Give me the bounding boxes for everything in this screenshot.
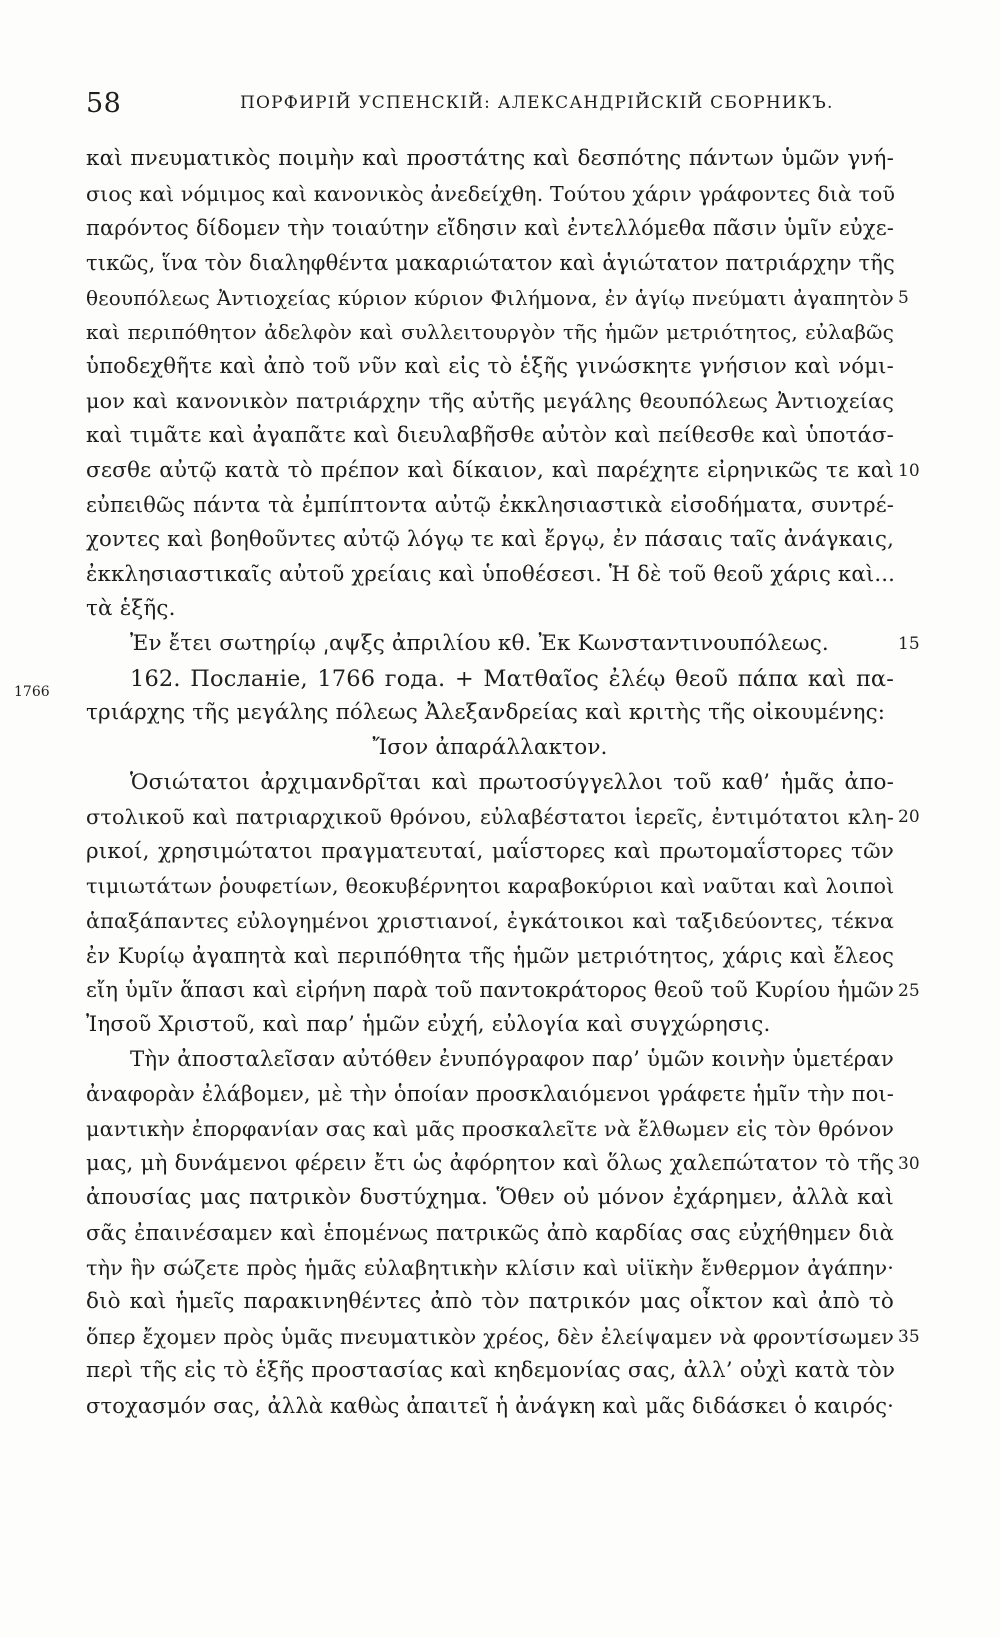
text-line: ἁπαξάπαντες εὐλογημένοι χριστιανοί, ἐγκάτοικοι καὶ ταξιδεύοντες, τέκνα [86,909,894,934]
text-line: εὐπειθῶς πάντα τὰ ἐμπίπτοντα αὐτῷ ἐκκλησιαστικὰ εἰσοδήματα, συντρέ- [86,493,894,518]
text-line: τὴν ἣν σώζετε πρὸς ἡμᾶς εὐλαβητικὴν κλίσιν καὶ υἱϊκὴν ἔνθερμον ἀγάπην· [86,1255,894,1280]
text-line: ρικοί, χρησιμώτατοι πραγματευταί, μαΐστορες καὶ πρωτομαΐστορες τῶν [86,838,894,864]
text-line: περὶ τῆς εἰς τὸ ἑξῆς προστασίας καὶ κηδεμονίας σας, ἀλλ’ οὐχὶ κατὰ τὸν [86,1358,896,1384]
body-text [86,142,894,1424]
copy-note: Ἴσον ἀπαράλλακτον. [372,734,608,760]
text-line: τριάρχης τῆς μεγάλης πόλεως Ἀλεξανδρείας καὶ κριτὴς τῆς οἰκουμένης: [86,700,886,726]
text-line: ὑποδεχθῆτε καὶ ἀπὸ τοῦ νῦν καὶ εἰς τὸ ἑξῆς γινώσκητε γνήσιον καὶ νόμι- [86,353,894,379]
text-line: στολικοῦ καὶ πατριαρχικοῦ θρόνου, εὐλαβέστατοι ἱερεῖς, ἐντιμότατοι κλη- [86,805,894,830]
text-line: στοχασμόν σας, ἀλλὰ καθὼς ἀπαιτεῖ ἡ ἀνάγκη καὶ μᾶς διδάσκει ὁ καιρός· [86,1394,894,1419]
text-line: τιμιωτάτων ῥουφετίων, θεοκυβέρνητοι καραβοκύριοι καὶ ναῦται καὶ λοιποὶ [86,874,895,899]
text-line: καὶ περιπόθητον ἀδελφὸν καὶ συλλειτουργὸν τῆς ἡμῶν μετριότητος, εὐλαβῶς [86,320,894,345]
text-line: μον καὶ κανονικὸν πατριάρχην τῆς αὐτῆς μεγάλης θεουπόλεως Ἀντιοχείας [86,389,894,414]
text-line: ἐκκλησιαστικαῖς αὐτοῦ χρείαις καὶ ὑποθέσεσι. Ἡ δὲ τοῦ θεοῦ χάρις καὶ... [86,561,896,587]
text-line: τὰ ἑξῆς. [86,596,176,622]
line-number: 5 [898,287,909,308]
text-line: σᾶς ἐπαινέσαμεν καὶ ἑπομένως πατρικῶς ἀπὸ καρδίας σας εὐχήθημεν διὰ [86,1220,894,1245]
text-line: Ἰησοῦ Χριστοῦ, καὶ παρ’ ἡμῶν εὐχή, εὐλογία καὶ συγχώρησις. [86,1012,771,1038]
text-line: χοντες καὶ βοηθοῦντες αὐτῷ λόγῳ τε καὶ ἔργῳ, ἐν πάσαις ταῖς ἀνάγκαις, [86,527,894,553]
text-line: Ὁσιώτατοι ἀρχιμανδρῖται καὶ πρωτοσύγγελλοι τοῦ καθ’ ἡμᾶς ἀπο- [130,769,894,795]
text-line: παρόντος δίδομεν τὴν τοιαύτην εἴδησιν καὶ ἐντελλόμεθα πᾶσιν ὑμῖν εὐχε- [86,216,894,241]
text-line: ἐν Κυρίῳ ἀγαπητὰ καὶ περιπόθητα τῆς ἡμῶν μετριότητος, χάρις καὶ ἔλεος [86,943,894,968]
text-line: καὶ πνευματικὸς ποιμὴν καὶ προστάτης καὶ δεσπότης πάντων ὑμῶν γνή- [86,146,894,171]
line-number: 30 [898,1153,920,1174]
text-line: σιος καὶ νόμιμος καὶ κανονικὸς ἀνεδείχθη. Τούτου χάριν γράφοντες διὰ τοῦ [86,181,896,206]
line-number: 35 [898,1327,920,1348]
text-line: διὸ καὶ ἡμεῖς παρακινηθέντες ἀπὸ τὸν πατρικόν μας οἶκτον καὶ ἀπὸ τὸ [86,1289,894,1315]
text-line: ἀναφορὰν ἐλάβομεν, μὲ τὴν ὁποίαν προσκλαιόμενοι γράφετε ἡμῖν τὴν ποι- [86,1082,894,1107]
running-head: ПОРФИРІЙ УСПЕНСКІЙ: АЛЕКСАНДРІЙСКІЙ СБОРНИКЪ. [240,93,834,113]
text-line: Τὴν ἀποσταλεῖσαν αὐτόθεν ἐνυπόγραφον παρ’ ὑμῶν κοινὴν ὑμετέραν [130,1046,894,1072]
text-line: μαντικὴν ἐπορφανίαν σας καὶ μᾶς προσκαλεῖτε νὰ ἔλθωμεν εἰς τὸν θρόνον [86,1116,894,1141]
text-line: μας, μὴ δυνάμενοι φέρειν ἔτι ὡς ἀφόρητον καὶ ὅλως χαλεπώτατον τὸ τῆς [86,1150,894,1176]
line-number: 25 [898,980,920,1001]
document-heading: 162. Посланіе, 1766 года. + Ματθαῖος ἐλέῳ θεοῦ πάπα καὶ πα- [130,665,894,692]
line-number: 20 [898,807,920,828]
text-line: ὅπερ ἔχομεν πρὸς ὑμᾶς πνευματικὸν χρέος, δὲν ἐλείψαμεν νὰ φροντίσωμεν [86,1324,894,1349]
text-line: εἴη ὑμῖν ἅπασι καὶ εἰρήνη παρὰ τοῦ παντοκράτορος θεοῦ τοῦ Κυρίου ἡμῶν [86,978,894,1003]
text-line: θεουπόλεως Ἀντιοχείας κύριον κύριον Φιλήμονα, ἐν ἁγίῳ πνεύματι ἀγαπητὸν [86,285,894,310]
text-line: ἀπουσίας μας πατρικὸν δυστύχημα. Ὅθεν οὐ μόνον ἐχάρημεν, ἀλλὰ καὶ [86,1185,894,1211]
margin-year-note: 1766 [14,684,50,700]
page-number: 58 [86,88,122,119]
date-line: Ἐν ἔτει σωτηρίῳ ͵αψξς ἀπριλίου κθ. Ἐκ Κωνσταντινουπόλεως. [130,630,829,656]
line-number: 10 [898,460,920,481]
text-line: τικῶς, ἵνα τὸν διαληφθέντα μακαριώτατον καὶ ἁγιώτατον πατριάρχην τῆς [86,250,895,275]
line-number: 15 [898,634,920,655]
text-line: σεσθε αὐτῷ κατὰ τὸ πρέπον καὶ δίκαιον, καὶ παρέχητε εἰρηνικῶς τε καὶ [86,457,894,483]
text-line: καὶ τιμᾶτε καὶ ἀγαπᾶτε καὶ διευλαβῆσθε αὐτὸν καὶ πείθεσθε καὶ ὑποτάσ- [86,423,894,449]
